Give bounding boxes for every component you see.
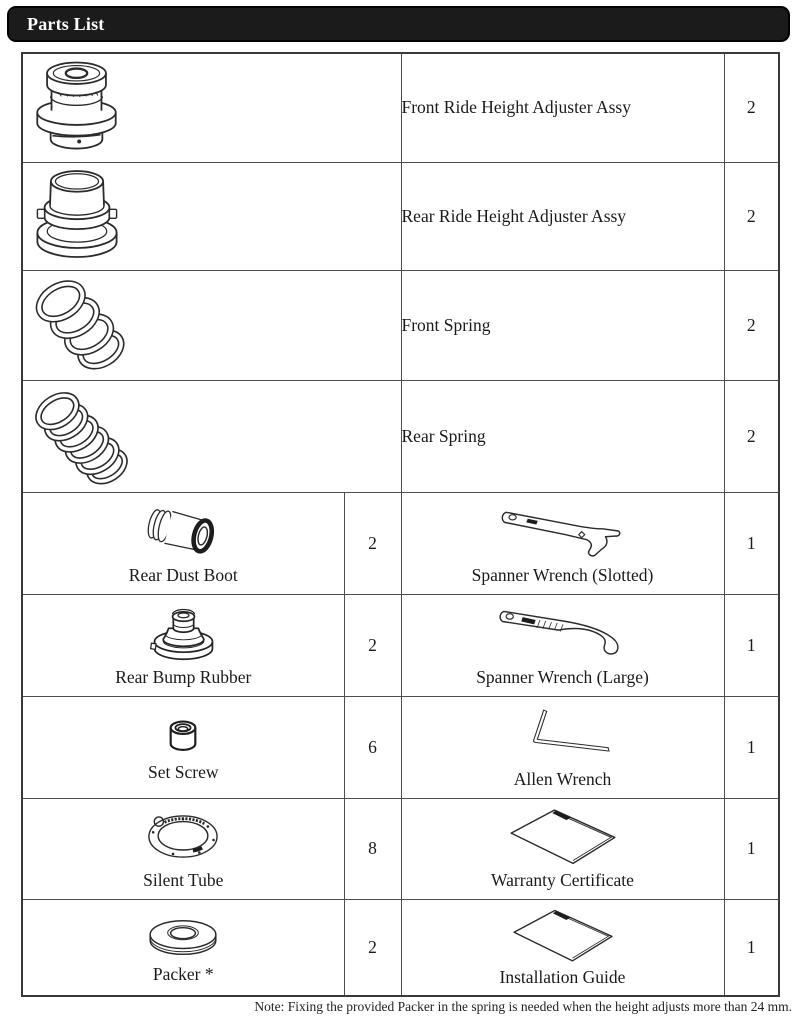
rear-ride-height-adjuster-image <box>23 166 131 267</box>
table-row <box>22 696 779 798</box>
part-name: Allen Wrench <box>513 768 612 789</box>
part-name: Set Screw <box>148 761 219 782</box>
page-title: Parts List <box>27 13 105 34</box>
table-row <box>22 270 779 380</box>
silent-tube-image <box>133 801 233 872</box>
packer-image <box>133 904 233 966</box>
part-name: Spanner Wrench (Large) <box>476 666 649 687</box>
part-qty: 2 <box>344 492 401 594</box>
part-name: Silent Tube <box>143 869 224 890</box>
part-qty: 1 <box>724 492 779 594</box>
parts-list-header <box>7 6 790 42</box>
front-ride-height-adjuster-image <box>23 58 130 158</box>
part-name: Front Spring <box>401 270 724 380</box>
part-qty: 8 <box>344 798 401 899</box>
part-image-cell <box>22 162 401 270</box>
part-qty: 6 <box>344 696 401 798</box>
table-row <box>22 380 779 492</box>
part-cell <box>22 492 344 594</box>
table-row <box>22 492 779 594</box>
part-cell <box>401 492 724 594</box>
part-qty: 1 <box>724 899 779 996</box>
part-name: Spanner Wrench (Slotted) <box>471 564 654 585</box>
warranty-certificate-image <box>498 800 628 872</box>
part-qty: 2 <box>724 380 779 492</box>
part-qty: 1 <box>724 594 779 696</box>
set-screw-image <box>154 706 212 764</box>
table-row <box>22 798 779 899</box>
rear-dust-boot-image <box>133 495 233 567</box>
part-name: Rear Ride Height Adjuster Assy <box>401 162 724 270</box>
part-cell <box>22 594 344 696</box>
part-qty: 2 <box>344 594 401 696</box>
part-name: Installation Guide <box>499 967 626 987</box>
part-qty: 1 <box>724 798 779 899</box>
part-cell <box>22 696 344 798</box>
part-name: Rear Spring <box>401 380 724 492</box>
footnote: Note: Fixing the provided Packer in the spring is needed when the height adjusts more than 24 mm. <box>254 999 792 1014</box>
rear-spring-image <box>23 383 143 489</box>
part-cell <box>401 798 724 899</box>
part-name: Warranty Certificate <box>491 870 634 891</box>
part-cell <box>22 899 344 996</box>
parts-table <box>21 52 780 997</box>
part-cell <box>401 899 724 996</box>
table-row <box>22 162 779 270</box>
table-row <box>22 899 779 996</box>
part-name: Rear Dust Boot <box>128 564 238 585</box>
part-qty: 2 <box>724 162 779 270</box>
allen-wrench-image <box>505 699 620 771</box>
table-row <box>22 53 779 162</box>
part-name: Packer * <box>152 964 214 984</box>
part-cell <box>22 798 344 899</box>
part-image-cell <box>22 270 401 380</box>
part-qty: 1 <box>724 696 779 798</box>
table-row <box>22 594 779 696</box>
rear-bump-rubber-image <box>140 597 227 669</box>
part-image-cell <box>22 380 401 492</box>
front-spring-image <box>23 273 141 377</box>
spanner-wrench-large-image <box>491 597 635 669</box>
part-name: Front Ride Height Adjuster Assy <box>401 53 724 162</box>
part-cell <box>401 594 724 696</box>
part-name: Rear Bump Rubber <box>115 666 252 687</box>
part-qty: 2 <box>344 899 401 996</box>
part-cell <box>401 696 724 798</box>
installation-guide-image <box>498 901 628 969</box>
part-qty: 2 <box>724 270 779 380</box>
part-qty: 2 <box>724 53 779 162</box>
part-image-cell <box>22 53 401 162</box>
spanner-wrench-slotted-image <box>493 495 633 567</box>
